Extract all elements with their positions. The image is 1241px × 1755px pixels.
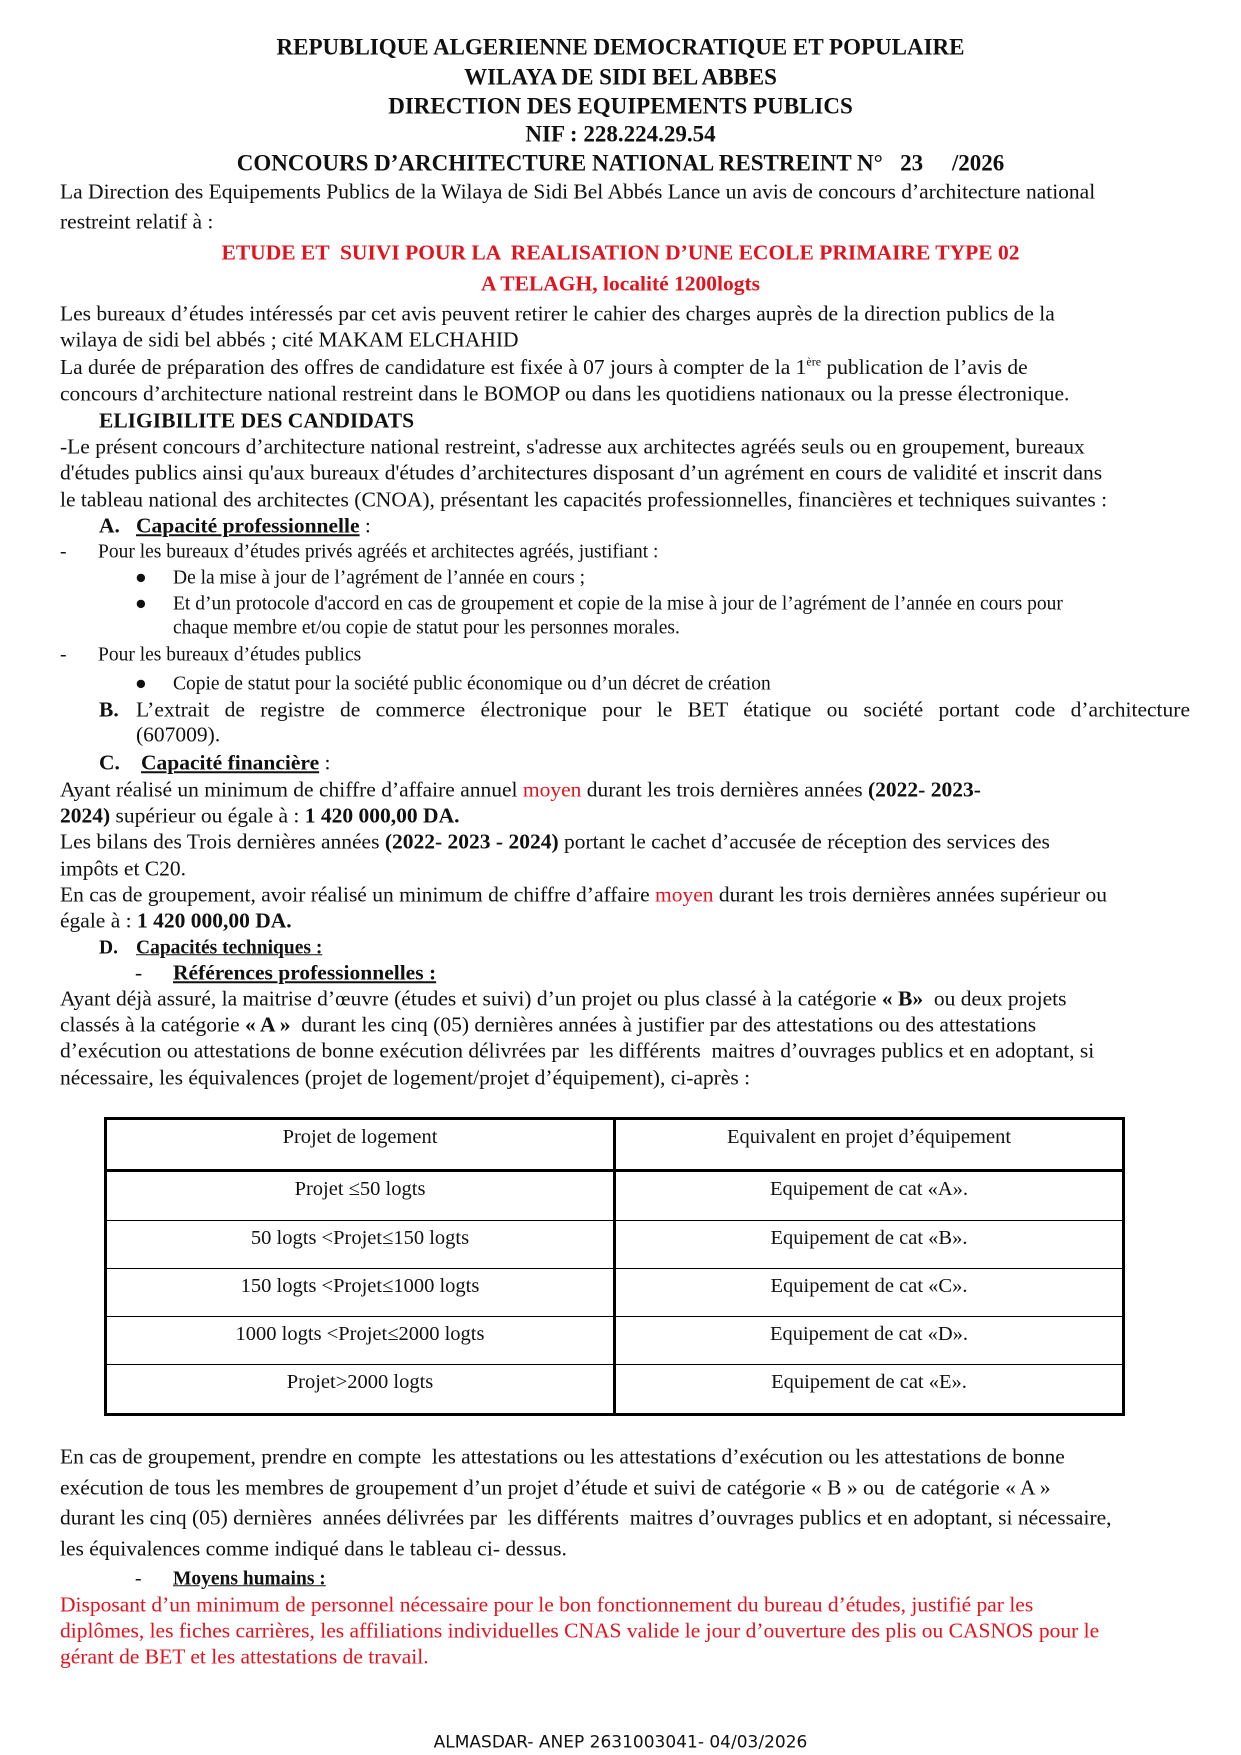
text: En cas de groupement, avoir réalisé un minimum de chiffre d’affaire bbox=[60, 882, 656, 907]
bullet-item bbox=[135, 674, 771, 694]
years: (2022- 2023- bbox=[868, 777, 981, 802]
eligibilite-line: le tableau national des architectes (CNOA), présentant les capacités professionnelles, financières et techniques suivantes : bbox=[60, 487, 1108, 512]
header-direction: DIRECTION DES EQUIPEMENTS PUBLICS bbox=[388, 93, 853, 119]
table-cell: Equipement de cat «A». bbox=[615, 1171, 1124, 1221]
moyens-line: gérant de BET et les attestations de travail. bbox=[60, 1644, 429, 1669]
text: supérieur ou égale à : bbox=[110, 803, 305, 828]
dash-item-text: Pour les bureaux d’études privés agréés et architectes agréés, justifiant : bbox=[98, 541, 659, 563]
bullet-item bbox=[135, 568, 585, 588]
section-letter: D. bbox=[99, 937, 118, 959]
section-b-text: L’extrait de registre de commerce électronique pour le BET étatique ou société portant code d’architecture bbox=[136, 697, 1190, 722]
finance-line bbox=[60, 805, 459, 827]
table-row bbox=[106, 1317, 1124, 1365]
section-c-heading bbox=[99, 752, 331, 774]
bullet-item bbox=[135, 594, 1063, 614]
footer-reference: ALMASDAR- ANEP 2631003041- 04/03/2026 bbox=[433, 1732, 808, 1753]
duree-line bbox=[60, 356, 1028, 379]
section-letter: B. bbox=[99, 697, 119, 722]
text: durant les cinq (05) dernières années à justifier par des attestations ou des attestations bbox=[290, 1012, 1037, 1037]
refs-line: nécessaire, les équivalences (projet de logement/projet d’équipement), ci-après : bbox=[60, 1065, 751, 1090]
section-b-text: (607009). bbox=[136, 722, 221, 747]
groupement-line: En cas de groupement, prendre en compte les attestations ou les attestations d’exécution ou les attestations de bonne bbox=[60, 1444, 1065, 1469]
section-a-heading bbox=[99, 515, 371, 537]
table-cell: Equipement de cat «B». bbox=[615, 1220, 1124, 1268]
refs-line bbox=[60, 1014, 1036, 1036]
moyens-line: diplômes, les fiches carrières, les affiliations individuelles CNAS valide le jour d’ouverture des plis ou CASNOS pour le bbox=[60, 1618, 1100, 1643]
text: classés à la catégorie bbox=[60, 1012, 246, 1037]
groupement-line: exécution de tous les membres de groupement d’un projet d’étude et suivi de catégorie « B » ou de catégorie « A » bbox=[60, 1475, 1051, 1500]
highlight-moyen: moyen bbox=[655, 882, 714, 907]
table-cell: Projet>2000 logts bbox=[106, 1365, 615, 1415]
text: égale à : bbox=[60, 908, 137, 933]
section-letter: A. bbox=[99, 513, 120, 538]
bullet-continuation: chaque membre et/ou copie de statut pour les personnes morales. bbox=[173, 617, 680, 639]
bullet-icon: ● bbox=[135, 673, 147, 695]
groupement-finance-line bbox=[60, 884, 1107, 906]
text: Ayant réalisé un minimum de chiffre d’affaire annuel bbox=[60, 777, 523, 802]
table-cell: Projet ≤50 logts bbox=[106, 1171, 615, 1221]
section-title: Capacité professionnelle bbox=[136, 513, 360, 538]
groupement-line: les équivalences comme indiqué dans le tableau ci- dessus. bbox=[60, 1536, 567, 1561]
text: ou deux projets bbox=[923, 986, 1067, 1011]
section-letter: C. bbox=[99, 750, 120, 775]
table-cell: 50 logts <Projet≤150 logts bbox=[106, 1220, 615, 1268]
column-header: Projet de logement bbox=[106, 1119, 615, 1171]
groupement-finance-line bbox=[60, 910, 292, 932]
retrait-line: Les bureaux d’études intéressés par cet avis peuvent retirer le cahier des charges auprès de la direction publics de la bbox=[60, 301, 1055, 326]
table-cell: Equipement de cat «C». bbox=[615, 1268, 1124, 1316]
bullet-icon: ● bbox=[135, 567, 147, 589]
refs-line bbox=[60, 988, 1066, 1010]
duree-sup: ère bbox=[806, 354, 822, 369]
table-header-row bbox=[106, 1119, 1124, 1171]
dash-item: - Pour les bureaux d’études publics bbox=[60, 644, 362, 666]
bullet-text: Et d’un protocole d'accord en cas de groupement et copie de la mise à jour de l’agrément de l’année en cours pour bbox=[173, 593, 1063, 615]
project-title: ETUDE ET SUIVI POUR LA REALISATION D’UNE ECOLE PRIMAIRE TYPE 02 bbox=[221, 240, 1020, 265]
text: portant le cachet d’accusée de réception des services des bbox=[558, 829, 1050, 854]
bullet-icon: ● bbox=[135, 593, 147, 615]
cat: « B» bbox=[881, 986, 924, 1011]
table-cell: 1000 logts <Projet≤2000 logts bbox=[106, 1317, 615, 1365]
eligibilite-title: ELIGIBILITE DES CANDIDATS bbox=[99, 408, 415, 433]
finance-line bbox=[60, 779, 981, 801]
refs-heading: - Références professionnelles : bbox=[135, 960, 437, 985]
table-cell: Equipement de cat «E». bbox=[615, 1365, 1124, 1415]
table-cell: 150 logts <Projet≤1000 logts bbox=[106, 1268, 615, 1316]
table-row bbox=[106, 1365, 1124, 1415]
intro-line: La Direction des Equipements Publics de la Wilaya de Sidi Bel Abbés Lance un avis de concours d’architecture national bbox=[60, 179, 1096, 204]
section-b bbox=[99, 699, 1190, 721]
column-header: Equivalent en projet d’équipement bbox=[615, 1119, 1124, 1171]
bullet-text: Copie de statut pour la société public économique ou d’un décret de création bbox=[173, 673, 771, 695]
bullet-text: De la mise à jour de l’agrément de l’année en cours ; bbox=[173, 567, 586, 589]
dash-item: - Pour les bureaux d’études privés agréés et architectes agréés, justifiant : bbox=[60, 541, 659, 563]
header-wilaya: WILAYA DE SIDI BEL ABBES bbox=[464, 64, 777, 90]
moyens-line: Disposant d’un minimum de personnel nécessaire pour le bon fonctionnement du bureau d’études, justifié par les bbox=[60, 1592, 1034, 1617]
eligibilite-line: -Le présent concours d’architecture national restreint, s'adresse aux architectes agréés seuls ou en groupement, bureaux bbox=[60, 434, 1085, 459]
table-row bbox=[106, 1220, 1124, 1268]
text: Ayant déjà assuré, la maitrise d’œuvre (études et suivi) d’un projet ou plus classé à la catégorie bbox=[60, 986, 882, 1011]
text: Les bilans des Trois dernières années bbox=[60, 829, 385, 854]
moyens-title: Moyens humains : bbox=[173, 1568, 326, 1590]
table-row bbox=[106, 1171, 1124, 1221]
cat: « A » bbox=[245, 1012, 291, 1037]
retrait-line: wilaya de sidi bel abbés ; cité MAKAM ELCHAHID bbox=[60, 327, 519, 352]
header-nif: NIF : 228.224.29.54 bbox=[525, 121, 716, 147]
text: durant les trois dernières années supérieur ou bbox=[713, 882, 1107, 907]
concours-title: CONCOURS D’ARCHITECTURE NATIONAL RESTREINT N° 23 /2026 bbox=[236, 150, 1005, 176]
table-cell: Equipement de cat «D». bbox=[615, 1317, 1124, 1365]
project-location: A TELAGH, localité 1200logts bbox=[480, 271, 761, 296]
intro-line: restreint relatif à : bbox=[60, 209, 214, 234]
table-row bbox=[106, 1268, 1124, 1316]
colon: : bbox=[319, 750, 331, 775]
bilans-line: impôts et C20. bbox=[60, 856, 187, 881]
duree-line: concours d’architecture national restreint dans le BOMOP ou dans les quotidiens nationaux ou la presse électronique. bbox=[60, 381, 1070, 406]
years: (2022- 2023 - 2024) bbox=[384, 829, 559, 854]
duree-text: publication de l’avis de bbox=[821, 354, 1028, 379]
refs-title: Références professionnelles : bbox=[173, 960, 437, 985]
duree-text: La durée de préparation des offres de candidature est fixée à 07 jours à compter de la 1 bbox=[60, 354, 807, 379]
section-d-heading bbox=[99, 938, 322, 958]
equivalence-table bbox=[104, 1117, 1125, 1416]
groupement-line: durant les cinq (05) dernières années délivrées par les différents maitres d’ouvrages publics et en adoptant, si nécessaire, bbox=[60, 1505, 1112, 1530]
moyens-heading: - Moyens humains : bbox=[135, 1568, 326, 1590]
eligibilite-line: d'études publics ainsi qu'aux bureaux d'études d’architectures disposant d’un agrément en cours de validité et inscrit dans bbox=[60, 460, 1103, 485]
colon: : bbox=[359, 513, 371, 538]
section-title: Capacité financière bbox=[141, 750, 320, 775]
amount: 1 420 000,00 DA. bbox=[304, 803, 460, 828]
text: durant les trois dernières années bbox=[581, 777, 868, 802]
amount: 1 420 000,00 DA. bbox=[137, 908, 292, 933]
dash-item-text: Pour les bureaux d’études publics bbox=[98, 644, 362, 666]
years: 2024) bbox=[60, 803, 111, 828]
bilans-line bbox=[60, 831, 1050, 853]
refs-line: d’exécution ou attestations de bonne exécution délivrées par les différents maitres d’ouvrages publics et en adoptant, si bbox=[60, 1038, 1095, 1063]
header-republique: REPUBLIQUE ALGERIENNE DEMOCRATIQUE ET POPULAIRE bbox=[276, 34, 965, 60]
section-title: Capacités techniques : bbox=[136, 937, 323, 959]
highlight-moyen: moyen bbox=[522, 777, 582, 802]
